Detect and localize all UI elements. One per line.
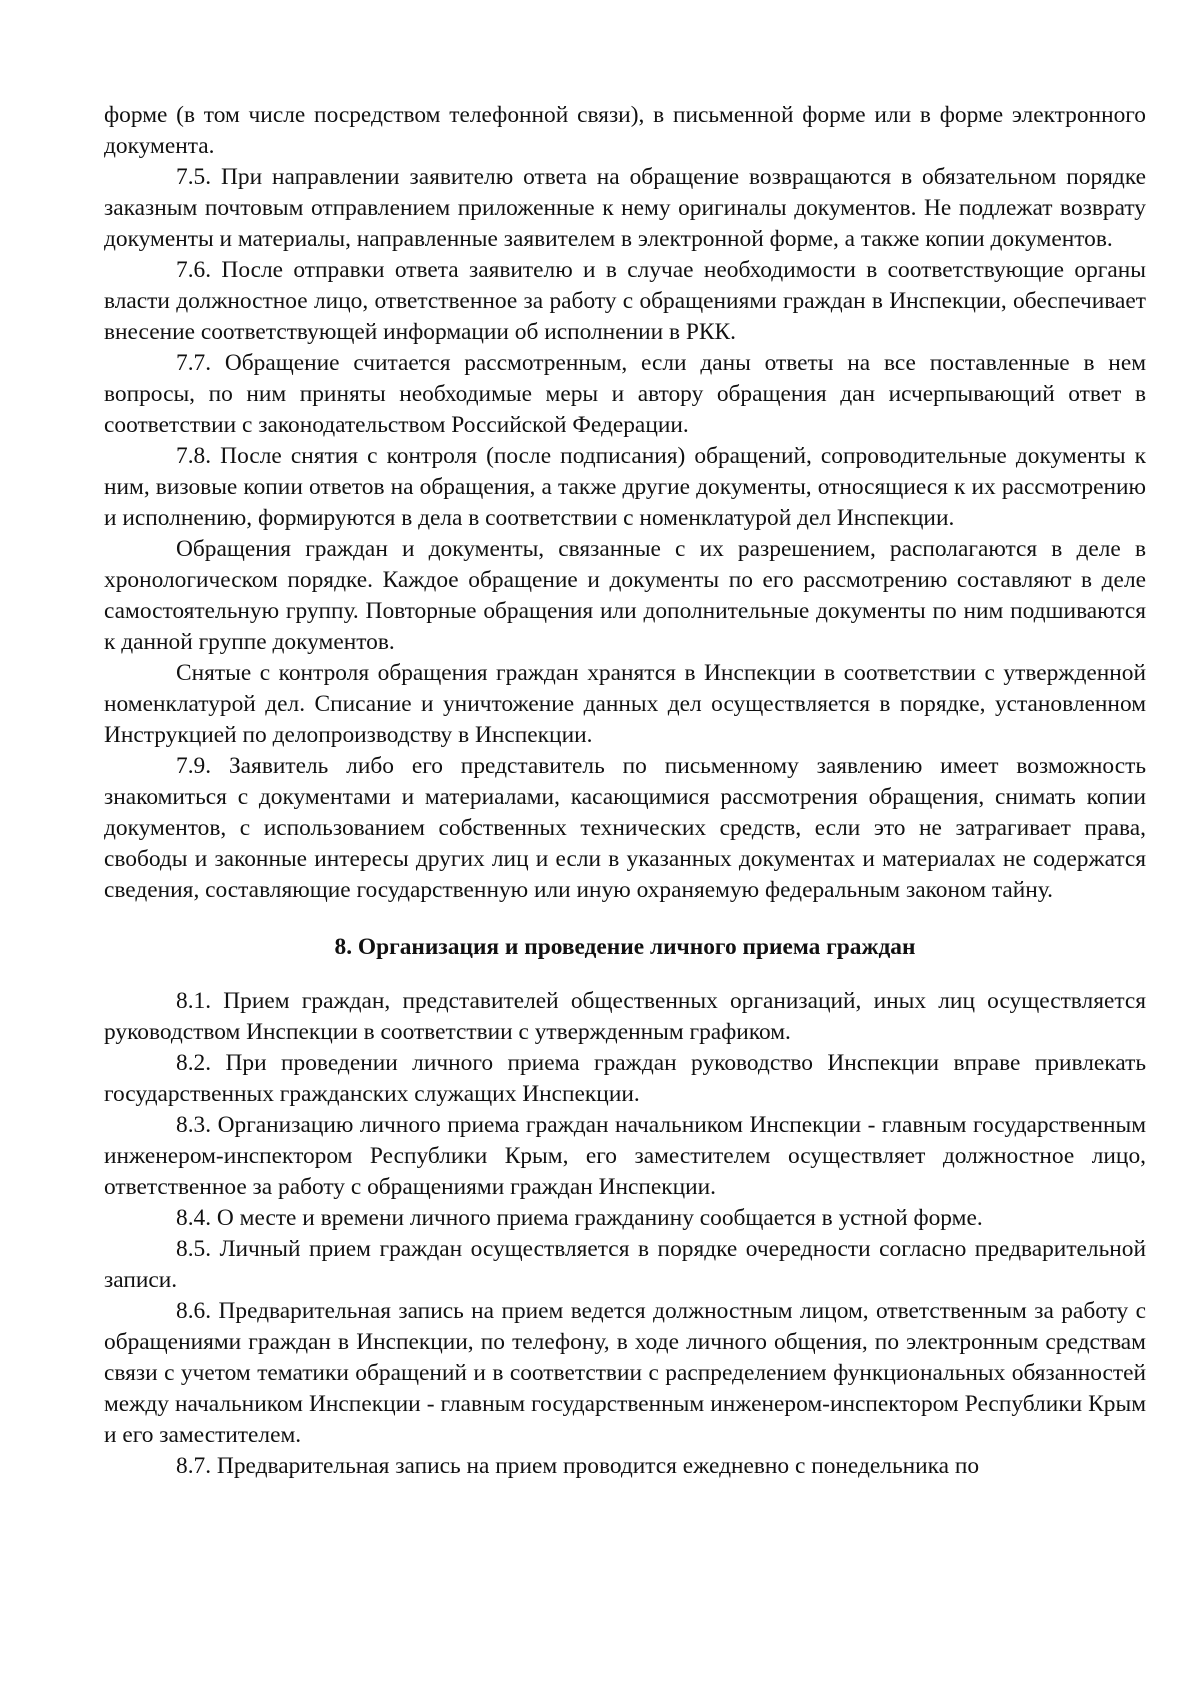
paragraph-8-2: 8.2. При проведении личного приема граждан руководство Инспекции вправе привлекать государственных гражданских служащих Инспекции.	[104, 1050, 1146, 1107]
paragraph-8-7: 8.7. Предварительная запись на прием проводится ежедневно с понедельника по	[176, 1453, 980, 1479]
paragraph-8-3: 8.3. Организацию личного приема граждан начальником Инспекции - главным государственным инженером-инспектором Республики Крым, его заместителем осуществляет должностное лицо, ответственное за работу с обращениями граждан Инспекции.	[104, 1112, 1146, 1200]
paragraph: Обращения граждан и документы, связанные с их разрешением, располагаются в деле в хронологическом порядке. Каждое обращение и документы по его рассмотрению составляют в деле самостоятельную группу. Повторные обращения или дополнительные документы по ним подшиваются к данной группе документов.	[104, 536, 1146, 655]
paragraph-8-1: 8.1. Прием граждан, представителей общественных организаций, иных лиц осуществляется руководством Инспекции в соответствии с утвержденным графиком.	[104, 988, 1146, 1045]
paragraph-8-4: 8.4. О месте и времени личного приема гражданину сообщается в устной форме.	[176, 1205, 983, 1231]
paragraph: Снятые с контроля обращения граждан хранятся в Инспекции в соответствии с утвержденной номенклатурой дел. Списание и уничтожение данных дел осуществляется в порядке, установленном Инструкцией по делопроизводству в Инспекции.	[104, 660, 1146, 748]
paragraph-7-7: 7.7. Обращение считается рассмотренным, если даны ответы на все поставленные в нем вопросы, по ним приняты необходимые меры и автору обращения дан исчерпывающий ответ в соответствии с законодательством Российской Федерации.	[104, 350, 1146, 438]
paragraphs-after	[104, 986, 1146, 1482]
paragraph-8-6: 8.6. Предварительная запись на прием ведется должностным лицом, ответственным за работу с обращениями граждан в Инспекции, по телефону, в ходе личного общения, по электронным средствам связи с учетом тематики обращений и в соответствии с распределением функциональных обязанностей между начальником Инспекции - главным государственным инженером-инспектором Республики Крым и его заместителем.	[104, 1298, 1146, 1448]
paragraph-7-9: 7.9. Заявитель либо его представитель по письменному заявлению имеет возможность знакомиться с документами и материалами, касающимися рассмотрения обращения, снимать копии документов, с использованием собственных технических средств, если это не затрагивает права, свободы и законные интересы других лиц и если в указанных документах и материалах не содержатся сведения, составляющие государственную или иную охраняемую федеральным законом тайну.	[104, 753, 1146, 903]
paragraph: форме (в том числе посредством телефонной связи), в письменной форме или в форме электронного документа.	[104, 102, 1146, 159]
document-page	[104, 100, 1146, 1482]
paragraph-7-8: 7.8. После снятия с контроля (после подписания) обращений, сопроводительные документы к ним, визовые копии ответов на обращения, а также другие документы, относящиеся к их рассмотрению и исполнению, формируются в дела в соответствии с номенклатурой дел Инспекции.	[104, 443, 1146, 531]
paragraph-7-5: 7.5. При направлении заявителю ответа на обращение возвращаются в обязательном порядке заказным почтовым отправлением приложенные к нему оригиналы документов. Не подлежат возврату документы и материалы, направленные заявителем в электронной форме, а также копии документов.	[104, 164, 1146, 252]
paragraph-7-6: 7.6. После отправки ответа заявителю и в случае необходимости в соответствующие органы власти должностное лицо, ответственное за работу с обращениями граждан в Инспекции, обеспечивает внесение соответствующей информации об исполнении в РКК.	[104, 257, 1146, 345]
paragraphs-before	[104, 100, 1146, 906]
paragraph-8-5: 8.5. Личный прием граждан осуществляется в порядке очередности согласно предварительной записи.	[104, 1236, 1146, 1293]
section-title: 8. Организация и проведение личного приема граждан	[334, 934, 916, 960]
